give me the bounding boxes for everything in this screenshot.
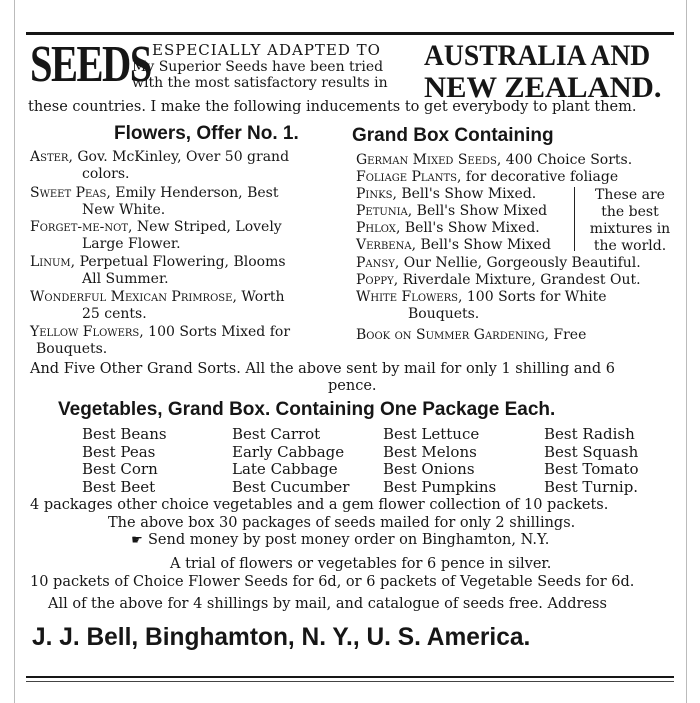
grand-box-item	[356, 169, 618, 186]
veg-line-2: The above box 30 packages of seeds mailed for only 2 shillings.	[108, 515, 576, 531]
veg-item: Best Carrot	[232, 425, 321, 443]
veg-item: Best Melons	[383, 442, 477, 461]
flower-desc-cont: Large Flower.	[82, 236, 181, 252]
flower-item	[30, 149, 342, 183]
offer-line: And Five Other Grand Sorts. All the above sent by mail for only 1 shilling and 6	[30, 361, 615, 377]
flower-desc-cont: colors.	[82, 166, 130, 182]
flower-item	[30, 185, 342, 219]
especially-adapted: ESPECIALLY ADAPTED TO	[152, 41, 381, 59]
flower-desc-cont: New White.	[82, 202, 166, 218]
bottom-rule-thin	[26, 681, 674, 682]
flower-item	[30, 219, 342, 253]
flower-desc-cont: Bouquets.	[36, 341, 108, 357]
grand-box-desc: , 400 Choice Sorts.	[496, 152, 633, 168]
veg-item: Best Turnip.	[544, 477, 639, 496]
new-zealand-heading: NEW ZEALAND.	[424, 71, 662, 104]
veg-item: Best Corn	[82, 460, 158, 478]
veg-item: Late Cabbage	[232, 460, 338, 478]
veg-item: Best Peas	[82, 442, 156, 461]
grand-box-name: Verbena	[356, 237, 412, 253]
best-mixtures-note	[582, 187, 678, 255]
note-line: the best	[601, 204, 659, 220]
grand-box-name: Poppy	[356, 272, 394, 288]
grand-box-item	[356, 237, 551, 254]
grand-box-name: Pansy	[356, 255, 395, 271]
trial-line: A trial of flowers or vegetables for 6 pence in silver.	[170, 556, 552, 572]
vegetables-heading: Vegetables, Grand Box. Containing One Package Each.	[58, 399, 556, 420]
flower-desc: , Perpetual Flowering, Blooms	[70, 254, 286, 270]
grand-box-desc-cont: Bouquets.	[408, 306, 480, 322]
grand-box-item	[356, 220, 540, 237]
header-line-2: My Superior Seeds have been tried	[132, 59, 384, 75]
grand-box-item	[356, 272, 641, 289]
header-line-4: these countries. I make the following inducements to get everybody to plant them.	[28, 99, 637, 115]
grand-box-desc: , Bell's Show Mixed.	[395, 220, 540, 236]
grand-box-desc: , Bell's Show Mixed	[411, 237, 551, 253]
flower-name: Sweet Peas	[30, 185, 107, 201]
veg-item: Best Radish	[544, 425, 635, 443]
grand-box-name: Foliage Plants	[356, 169, 458, 185]
note-line: These are	[595, 187, 665, 203]
grand-box-item	[356, 203, 547, 220]
veg-item: Best Beet	[82, 477, 156, 496]
grand-box-item	[356, 152, 632, 169]
veg-column-2	[232, 426, 349, 496]
veg-line-1: 4 packages other choice vegetables and a gem flower collection of 10 packets.	[30, 497, 609, 513]
packets-line: 10 packets of Choice Flower Seeds for 6d, or 6 packets of Vegetable Seeds for 6d.	[30, 574, 635, 590]
flower-desc: , New Striped, Lovely	[128, 219, 282, 235]
veg-item: Best Onions	[383, 460, 475, 478]
grand-box-desc: , Free	[544, 327, 587, 343]
grand-box-name: German Mixed Seeds	[356, 152, 497, 168]
veg-item: Best Squash	[544, 442, 639, 461]
veg-column-3	[383, 426, 496, 496]
grand-box-desc: , Riverdale Mixture, Grandest Out.	[393, 272, 641, 288]
grand-box-name: Petunia	[356, 203, 408, 219]
page-edge-right	[686, 0, 687, 703]
flower-name: Linum	[30, 254, 71, 270]
grand-box-name: White Flowers	[356, 289, 458, 305]
veg-column-1	[82, 426, 167, 496]
flower-desc: , Emily Henderson, Best	[106, 185, 279, 201]
grand-box-item	[356, 327, 586, 344]
grand-box-item	[356, 255, 641, 272]
bottom-rule	[26, 676, 674, 678]
send-money-line	[126, 532, 549, 548]
grand-box-desc: , 100 Sorts for White	[458, 289, 607, 305]
veg-column-4	[544, 426, 639, 496]
grand-box-desc: , Bell's Show Mixed.	[392, 186, 537, 202]
all-above-line: All of the above for 4 shillings by mail, and catalogue of seeds free. Address	[48, 596, 607, 612]
grand-box-desc: , for decorative foliage	[457, 169, 619, 185]
grand-box-item	[356, 289, 607, 323]
grand-box-desc: , Bell's Show Mixed	[407, 203, 548, 219]
flower-item	[30, 324, 342, 358]
flower-name: Forget-me-not	[30, 219, 129, 235]
veg-item: Early Cabbage	[232, 442, 345, 461]
seeds-title: SEEDS	[30, 36, 151, 93]
note-line: mixtures in	[589, 221, 671, 237]
flower-desc: , 100 Sorts Mixed for	[139, 324, 291, 340]
address-line: J. J. Bell, Binghamton, N. Y., U. S. America.	[32, 623, 531, 651]
grand-box-heading: Grand Box Containing	[352, 125, 554, 146]
send-money-text: Send money by post money order on Binghamton, N.Y.	[148, 532, 550, 548]
flower-desc: , Worth	[232, 289, 285, 305]
grand-box-name: Phlox	[356, 220, 396, 236]
veg-item: Best Lettuce	[383, 425, 480, 443]
flowers-heading: Flowers, Offer No. 1.	[114, 123, 299, 144]
grand-box-name: Book on Summer Gardening	[356, 327, 545, 343]
pointing-hand-icon: ☛	[131, 533, 143, 548]
page-edge-left	[14, 0, 15, 703]
flower-name: Yellow Flowers	[30, 324, 140, 340]
veg-item: Best Tomato	[544, 460, 639, 478]
flower-name: Wonderful Mexican Primrose	[30, 289, 233, 305]
flower-desc: , Gov. McKinley, Over 50 grand	[68, 149, 290, 165]
veg-item: Best Pumpkins	[383, 477, 497, 496]
flower-desc-cont: 25 cents.	[82, 306, 147, 322]
header-line-3: with the most satisfactory results in	[132, 75, 388, 91]
veg-item: Best Cucumber	[232, 477, 350, 496]
grand-box-name: Pinks	[356, 186, 393, 202]
bracket-divider	[574, 187, 575, 251]
grand-box-desc: , Our Nellie, Gorgeously Beautiful.	[394, 255, 641, 271]
flower-item	[30, 289, 342, 323]
offer-line-2: pence.	[328, 378, 377, 394]
flower-name: Aster	[30, 149, 69, 165]
flower-item	[30, 254, 342, 288]
flower-desc-cont: All Summer.	[82, 271, 169, 287]
grand-box-item	[356, 186, 536, 203]
australia-heading: AUSTRALIA AND	[424, 39, 651, 72]
note-line: the world.	[593, 238, 667, 254]
veg-item: Best Beans	[82, 425, 167, 443]
advertisement	[26, 32, 674, 675]
